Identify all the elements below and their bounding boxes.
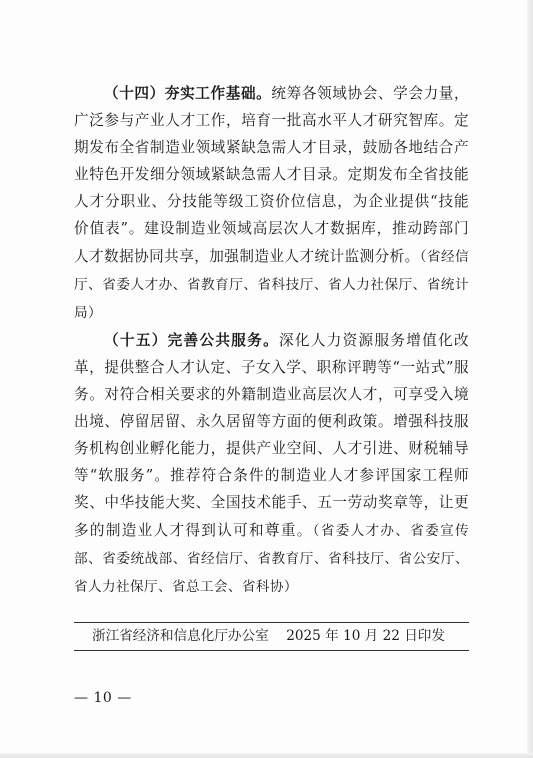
footer-issuing-office: 浙江省经济和信息化厅办公室	[92, 628, 269, 644]
paragraph-15-agencies: （省委人才办、省委宣传部、省委统战部、省经信厅、省教育厅、省科技厅、省公安厅、省人力社保厅、省总工会、省科协）	[74, 522, 469, 595]
page-edge-bottom	[0, 753, 533, 758]
paragraph-15-text: 深化人力资源服务增值化改革，提供整合人才认定、子女入学、职称评聘等“一站式”服务。对符合相关要求的外籍制造业高层次人才，可享受入境出境、停留居留、永久居留等方面的便利政策。增强科技服务机构创业孵化能力，提供产业空间、人才引进、财税辅导等“软服务”。推荐符合条件的制造业人才参评国家工程师奖、中华技能大奖、全国技术能手、五一劳动奖章等，让更多的制造业人才得到认可和尊重。	[74, 331, 469, 539]
paragraph-14	[74, 80, 469, 327]
page-edge-right	[527, 0, 533, 758]
page-number: — 10 —	[74, 690, 132, 706]
paragraph-15	[74, 327, 469, 601]
footer-rule-top	[74, 622, 469, 623]
document-body	[74, 80, 469, 601]
paragraph-14-text: 统筹各领域协会、学会力量，广泛参与产业人才工作，培育一批高水平人才研究智库。定期发布全省制造业领域紧缺急需人才目录，鼓励各地结合产业特色开发细分领域紧缺急需人才目录。定期发布全省技能人才分职业、分技能等级工资价位信息，为企业提供“技能价值表”。建设制造业领域高层次人才数据库，推动跨部门人才数据协同共享，加强制造业人才统计监测分析。	[74, 85, 470, 265]
paragraph-14-title: （十四）夯实工作基础。	[104, 85, 272, 102]
paragraph-15-title: （十五）完善公共服务。	[104, 331, 279, 349]
footer-print-date: 2025 年 10 月 22 日印发	[286, 628, 445, 644]
paragraph-14-agencies: （省经信厅、省委人才办、省教育厅、省科技厅、省人力社保厅、省统计局）	[74, 248, 469, 321]
footer-rule-bottom	[74, 650, 469, 651]
